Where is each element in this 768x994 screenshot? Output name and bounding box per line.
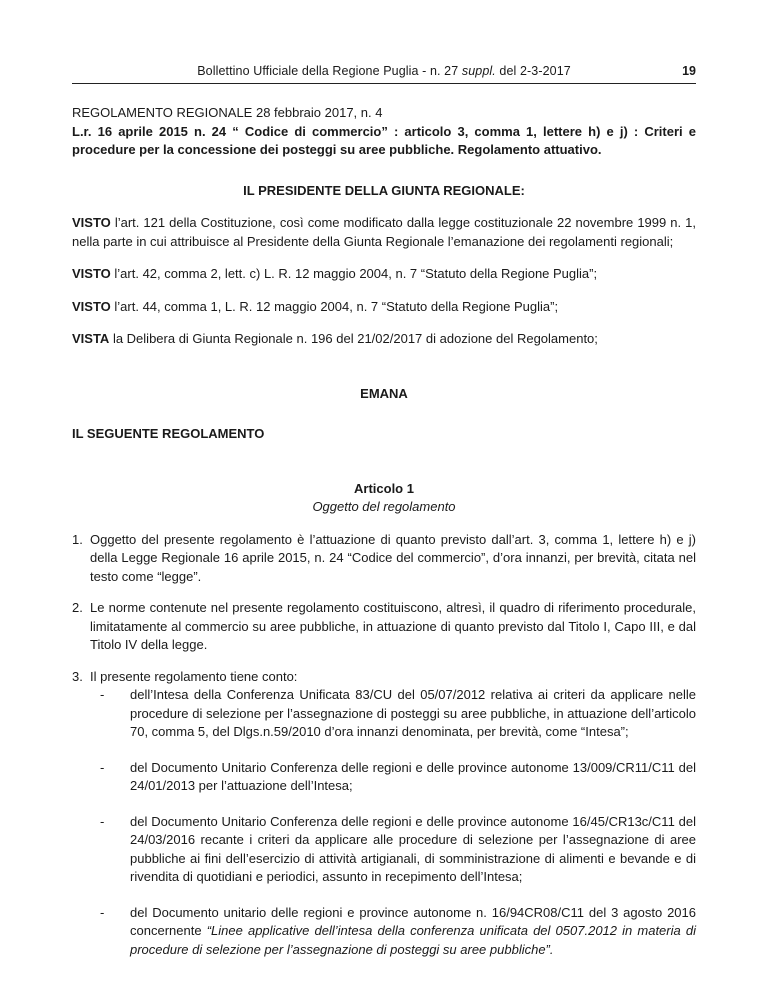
paragraph-number: 3. <box>72 668 83 684</box>
following-regulation-heading: IL SEGUENTE REGOLAMENTO <box>72 426 265 441</box>
regulation-subject: L.r. 16 aprile 2015 n. 24 “ Codice di commercio” : articolo 3, comma 1, lettere h) e j) : Criteri e procedure per la concessione dei posteggi su aree pubbliche. Regolamento attuativo. <box>72 123 696 157</box>
article-paragraphs <box>72 531 696 687</box>
source-text: del Documento Unitario Conferenza delle regioni e delle province autonome 13/009/CR11/C11 del 24/01/2013 per l’attuazione dell’Intesa; <box>130 759 696 793</box>
recital <box>72 214 696 251</box>
recital-text: l’art. 121 della Costituzione, così come modificato dalla legge costituzionale 22 novembre 1999 n. 1, nella parte in cui attribuisce al Presidente della Giunta Regionale l’emanazione dei regolamenti regionali; <box>72 215 696 249</box>
dash-bullet: - <box>100 759 105 775</box>
paragraph-text: Le norme contenute nel presente regolamento costituiscono, altresì, il quadro di riferimento procedurale, limitatamente al commercio su aree pubbliche, in attuazione di quanto previsto dal Titolo I, Capo III, e dal Titolo IV della legge. <box>90 600 696 652</box>
recital-lead: VISTO <box>72 298 111 314</box>
header-divider <box>72 83 696 84</box>
bulletin-title-suppl: suppl. <box>461 64 496 78</box>
bulletin-title-suffix: del 2-3-2017 <box>499 64 571 78</box>
list-item <box>72 759 696 796</box>
recital <box>72 330 696 349</box>
source-text: dell’Intesa della Conferenza Unificata 83/CU del 05/07/2012 relativa ai criteri da applicare nelle procedure di selezione per l’assegnazione di posteggi su aree pubbliche, in attuazione dell’articolo 70, comma 5, del Dlgs.n.59/2010 d’ora innanzi denominata, per brevità, come “Intesa”; <box>130 687 696 739</box>
dash-bullet: - <box>100 687 105 702</box>
document-body <box>72 104 696 976</box>
paragraph-number: 2. <box>72 600 83 615</box>
dash-bullet: - <box>100 904 105 920</box>
article-title: Articolo 1 <box>354 480 414 496</box>
page-header <box>72 62 696 84</box>
page-number: 19 <box>682 64 696 78</box>
recital-lead: VISTO <box>72 215 111 230</box>
list-item <box>72 531 696 587</box>
sources-list <box>72 686 696 959</box>
article-subtitle: Oggetto del regolamento <box>312 499 456 514</box>
paragraph-number: 1. <box>72 531 83 547</box>
list-item <box>72 813 696 887</box>
list-item <box>72 686 696 742</box>
list-item <box>72 599 696 655</box>
source-text: del Documento Unitario Conferenza delle regioni e delle province autonome 16/45/CR13c/C11 del 24/03/2016 recante i criteri da applicare alle procedure di selezione per l’assegnazione di aree pubbliche ai fini dell’esercizio di attività artigianali, di somministrazione di alimenti e bevande e di rivendita di quotidiani e periodici, assunto in recepimento dell’Intesa; <box>130 813 696 884</box>
source-text: del Documento unitario delle regioni e province autonome n. 16/94CR08/C11 del 3 agosto 2016 concernente <box>130 904 696 938</box>
bulletin-title-prefix: Bollettino Ufficiale della Regione Puglia - n. 27 <box>197 64 459 78</box>
recital-lead: VISTA <box>72 331 110 346</box>
bulletin-title <box>72 64 696 78</box>
recital-text: la Delibera di Giunta Regionale n. 196 del 21/02/2017 di adozione del Regolamento; <box>109 331 598 346</box>
regulation-title: REGOLAMENTO REGIONALE 28 febbraio 2017, n. 4 <box>72 105 383 120</box>
paragraph-text: Il presente regolamento tiene conto: <box>90 668 298 684</box>
source-text-italic: “Linee applicative dell’intesa della conferenza unificata del 0507.2012 in materia di procedure di selezione per l’assegnazione di posteggi su aree pubbliche”. <box>130 923 696 957</box>
recital-lead: VISTO <box>72 266 111 281</box>
list-item <box>72 668 696 687</box>
list-item <box>72 904 696 960</box>
recital <box>72 265 696 284</box>
president-heading: IL PRESIDENTE DELLA GIUNTA REGIONALE: <box>243 182 525 198</box>
paragraph-text: Oggetto del presente regolamento è l’attuazione di quanto previsto dall’art. 3, comma 1, lettere h) e j) della Legge Regionale 16 aprile 2015, n. 24 “Codice del commercio”, d’ora innanzi, per brevità, citata nel testo come “legge”. <box>90 531 696 584</box>
recital <box>72 298 696 317</box>
emana-heading: EMANA <box>360 385 408 401</box>
dash-bullet: - <box>100 813 105 829</box>
recital-text: l’art. 42, comma 2, lett. c) L. R. 12 maggio 2004, n. 7 “Statuto della Regione Puglia”; <box>110 266 598 281</box>
recital-text: l’art. 44, comma 1, L. R. 12 maggio 2004, n. 7 “Statuto della Regione Puglia”; <box>110 298 559 314</box>
